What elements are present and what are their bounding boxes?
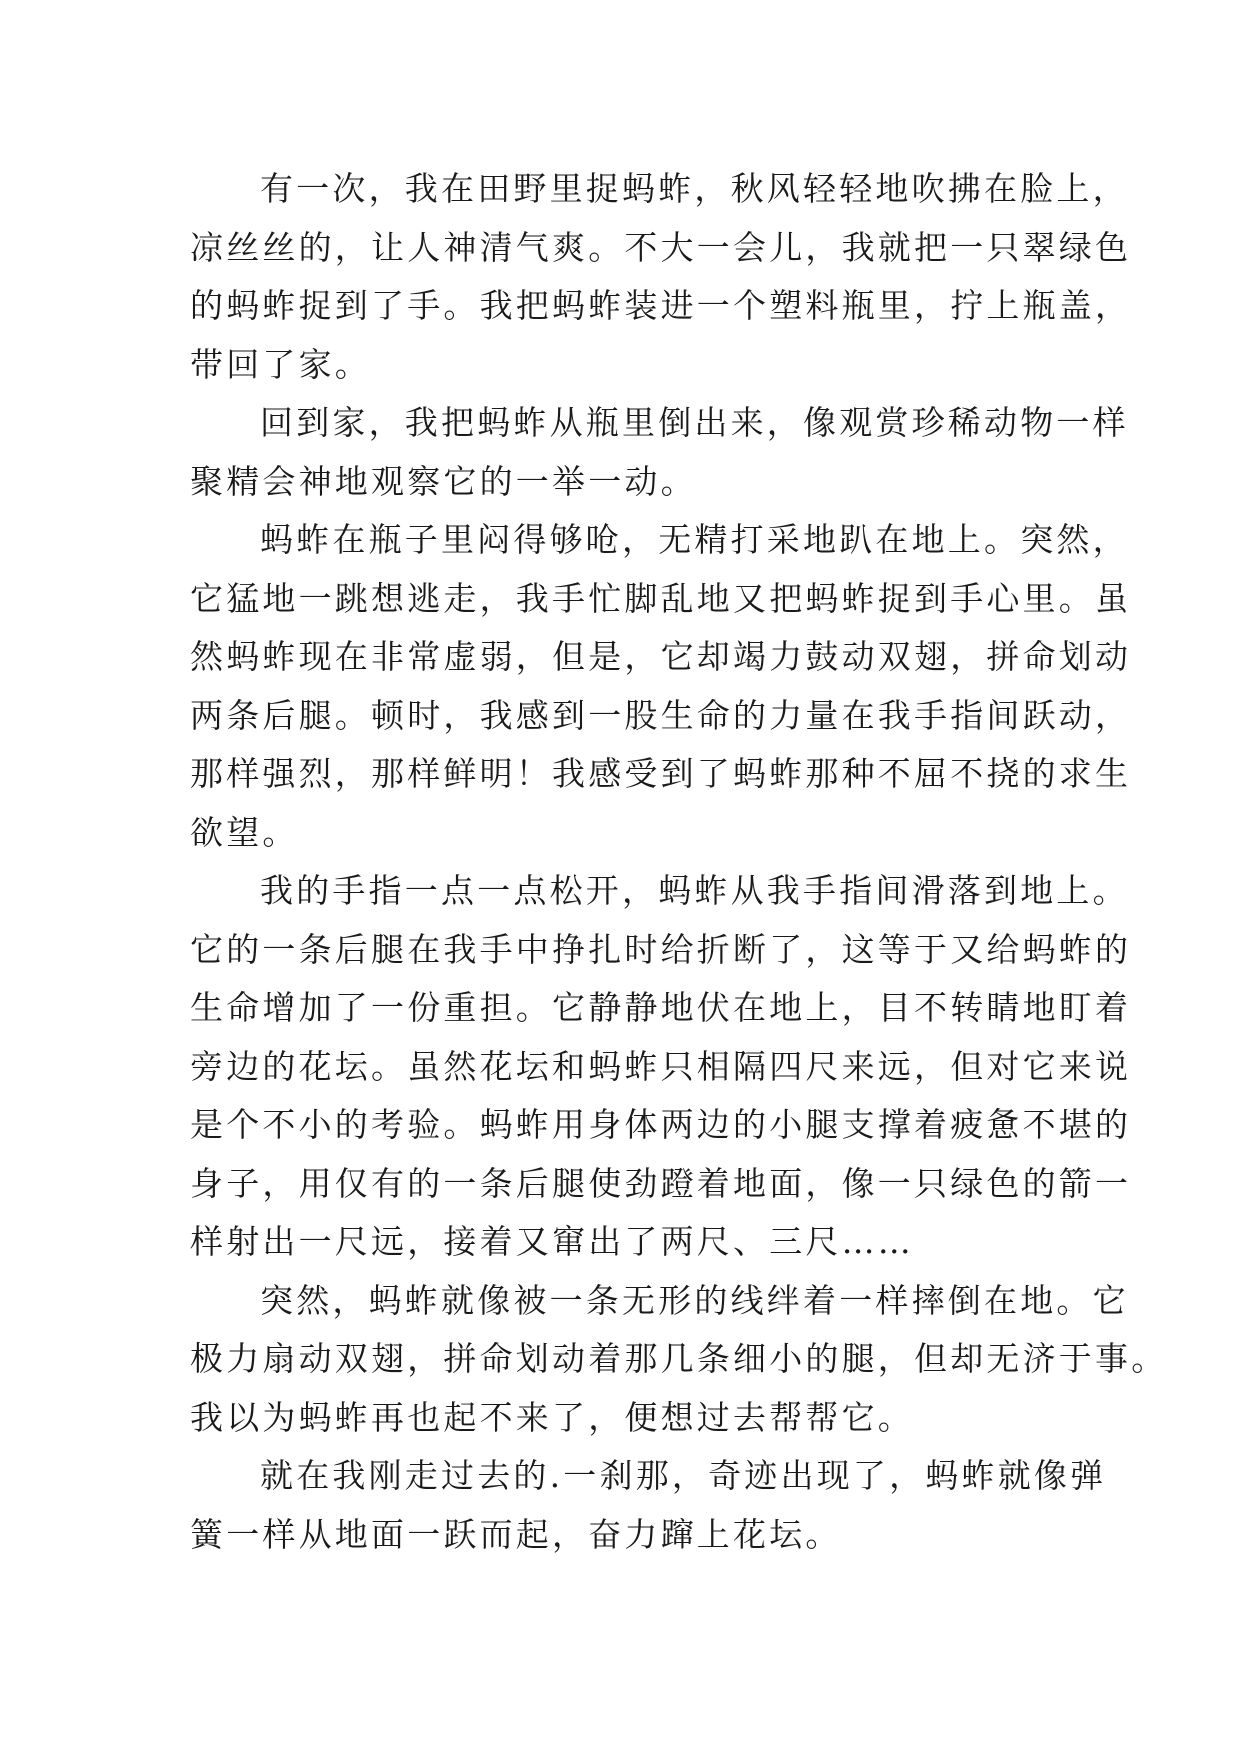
text-line: 欲望。	[190, 812, 299, 852]
paragraph	[190, 160, 1132, 394]
text-line: 蚂蚱在瓶子里闷得够呛，无精打采地趴在地上。突然，	[260, 520, 1129, 559]
text-line: 有一次，我在田野里捉蚂蚱，秋风轻轻地吹拂在脸上，	[260, 169, 1129, 208]
text-line: 那样强烈，那样鲜明！我感受到了蚂蚱那种不屈不挠的求生	[190, 754, 1132, 793]
text-line: 簧一样从地面一跃而起，奋力蹿上花坛。	[190, 1514, 842, 1554]
text-line: 就在我刚走过去的.一刹那，奇迹出现了，蚂蚱就像弹	[260, 1456, 1107, 1495]
paragraph	[190, 394, 1129, 511]
text-line: 生命增加了一份重担。它静静地伏在地上，目不转睛地盯着	[190, 988, 1132, 1027]
text-line: 凉丝丝的，让人神清气爽。不大一会儿，我就把一只翠绿色	[190, 227, 1132, 267]
text-line: 然蚂蚱现在非常虚弱，但是，它却竭力鼓动双翅，拼命划动	[190, 637, 1132, 676]
text-line: 的蚂蚱捉到了手。我把蚂蚱装进一个塑料瓶里，拧上瓶盖，	[190, 286, 1132, 325]
text-line: 样射出一尺远，接着又窜出了两尺、三尺……	[190, 1222, 914, 1261]
text-line: 两条后腿。顿时，我感到一股生命的力量在我手指间跃动，	[190, 695, 1132, 735]
text-line: 突然，蚂蚱就像被一条无形的线绊着一样摔倒在地。它	[260, 1280, 1129, 1320]
text-line: 聚精会神地观察它的一举一动。	[190, 461, 697, 501]
paragraph	[190, 862, 1132, 1272]
text-line: 我以为蚂蚱再也起不来了，便想过去帮帮它。	[190, 1397, 914, 1437]
text-line: 它猛地一跳想逃走，我手忙脚乱地又把蚂蚱捉到手心里。虽	[190, 578, 1132, 618]
text-line: 旁边的花坛。虽然花坛和蚂蚱只相隔四尺来远，但对它来说	[190, 1046, 1132, 1086]
document-body	[190, 160, 1168, 1564]
text-line: 它的一条后腿在我手中挣扎时给折断了，这等于又给蚂蚱的	[190, 929, 1132, 969]
text-line: 身子，用仅有的一条后腿使劲蹬着地面，像一只绿色的箭一	[190, 1163, 1132, 1203]
paragraph	[190, 1447, 1107, 1564]
text-line: 回到家，我把蚂蚱从瓶里倒出来，像观赏珍稀动物一样	[260, 403, 1129, 442]
paragraph	[190, 1272, 1168, 1448]
text-line: 是个不小的考验。蚂蚱用身体两边的小腿支撑着疲惫不堪的	[190, 1105, 1132, 1144]
text-line: 带回了家。	[190, 344, 371, 384]
text-line: 我的手指一点一点松开，蚂蚱从我手指间滑落到地上。	[260, 871, 1129, 910]
text-line: 极力扇动双翅，拼命划动着那几条细小的腿，但却无济于事。	[190, 1339, 1168, 1378]
paragraph	[190, 511, 1132, 862]
